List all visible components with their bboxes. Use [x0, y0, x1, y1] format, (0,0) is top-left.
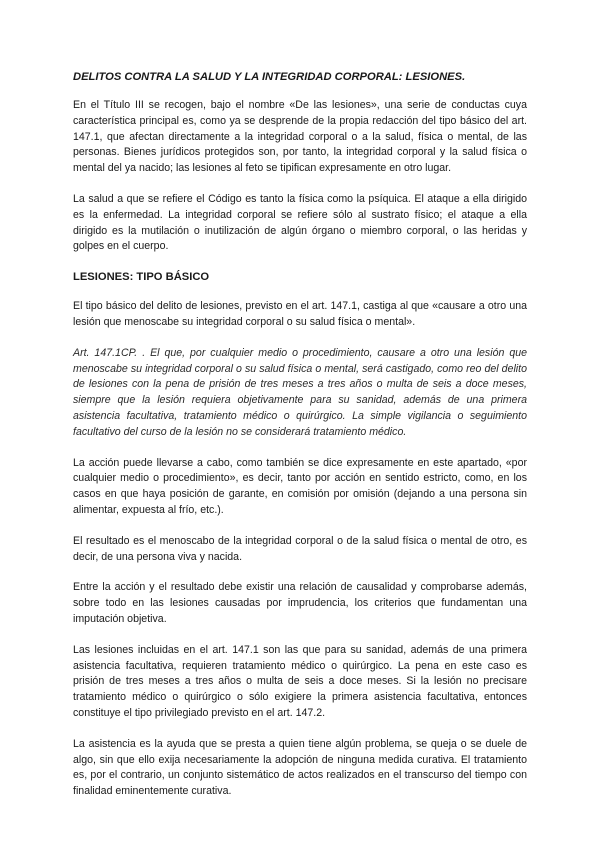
document-page — [73, 70, 527, 815]
quote-art-147-1: Art. 147.1CP. . El que, por cualquier medio o procedimiento, causare a otro una lesión que menoscabe su integridad corporal o su salud física o mental, será castigado, como reo del delito de lesiones con la pena de prisión de tres meses a tres años o multa de seis a doce meses, siempre que la lesión requiera objetivamente para su sanidad, además de una primera asistencia facultativa, tratamiento médico o quirúrgico. La simple vigilancia o seguimiento facultativo del curso de la lesión no se considerará tratamiento médico. — [73, 346, 527, 438]
section-heading-tipo-basico: LESIONES: TIPO BÁSICO — [73, 271, 210, 284]
document-title: DELITOS CONTRA LA SALUD Y LA INTEGRIDAD CORPORAL: LESIONES. — [73, 71, 466, 83]
paragraph-tipo-basico: El tipo básico del delito de lesiones, previsto en el art. 147.1, castiga al que «causare a otro una lesión que menoscabe su integridad corporal o su salud física o mental». — [73, 300, 527, 328]
paragraph-accion: La acción puede llevarse a cabo, como también se dice expresamente en este apartado, «por cualquier medio o procedimiento», es decir, tanto por acción en sentido estricto, como, en los casos en que haya posición de garante, en comisión por omisión (dejando a una persona sin alimentar, expuesta al frío, etc.). — [73, 456, 527, 516]
paragraph-resultado: El resultado es el menoscabo de la integridad corporal o de la salud física o mental de otro, es decir, de una persona viva y nacida. — [73, 534, 527, 563]
paragraph-salud: La salud a que se refiere el Código es tanto la física como la psíquica. El ataque a ella dirigido es la enfermedad. La integridad corporal se refiere sólo al sustrato físico; el ataque a ella dirigido es la mutilación o inutilización de algún órgano o miembro corporal, o las heridas y golpes en el cuerpo. — [73, 192, 527, 253]
paragraph-titulo-iii: En el Título III se recogen, bajo el nombre «De las lesiones», una serie de conductas cuya característica principal es, como ya se desprende de la propia redacción del tipo básico del art. 147.1, que afectan directamente a la integridad corporal o a la salud, física o mental, de las personas. Bienes jurídicos protegidos son, por tanto, la integridad corporal y la salud física o mental del ya nacido; las lesiones al feto se tipifican expresamente en otro lugar. — [73, 99, 527, 175]
paragraph-causalidad: Entre la acción y el resultado debe existir una relación de causalidad y comprobarse además, sobre todo en las lesiones causadas por imprudencia, los criterios que fundamentan una imputación objetiva. — [73, 581, 527, 625]
paragraph-lesiones-incluidas: Las lesiones incluidas en el art. 147.1 son las que para su sanidad, además de una primera asistencia facultativa, requieren tratamiento médico o quirúrgico. La pena en este caso es prisión de tres meses a tres años o multa de seis a doce meses. Si la lesión no precisare tratamiento médico o quirúrgico o sólo exigiere la primera asistencia facultativa, entonces constituye el tipo privilegiado previsto en el art. 147.2. — [73, 643, 527, 719]
paragraph-asistencia: La asistencia es la ayuda que se presta a quien tiene algún problema, se queja o se duele de algo, sin que ello exija necesariamente la adopción de ninguna medida curativa. El tratamiento es, por el contrario, un conjunto sistemático de actos realizados en el transcurso del tiempo con finalidad eminentemente curativa. — [73, 737, 527, 798]
